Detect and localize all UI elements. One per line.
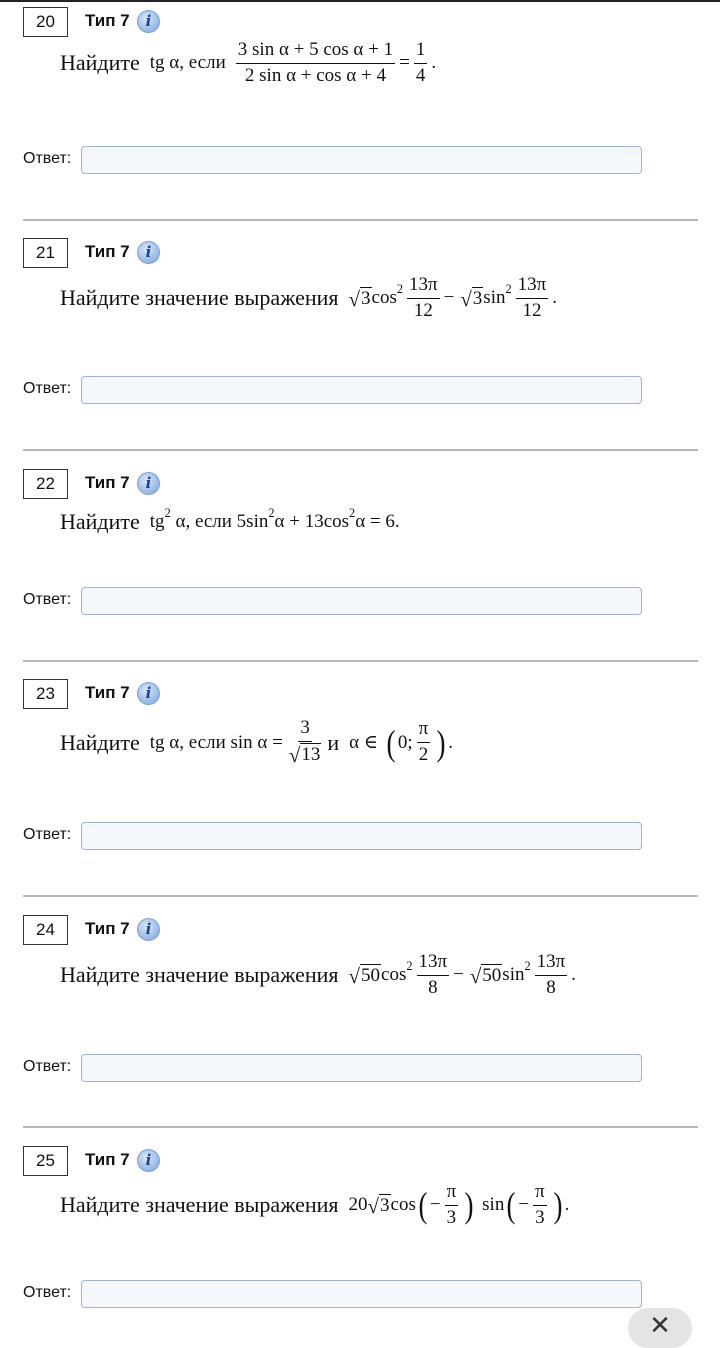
question-text [60, 274, 557, 323]
task-type: Тип 7 [85, 473, 130, 492]
answer-label: Ответ: [23, 1284, 72, 1301]
task-type: Тип 7 [85, 11, 130, 30]
answer-label: Ответ: [23, 380, 72, 397]
info-icon[interactable]: i [137, 10, 160, 33]
task-type: Тип 7 [85, 242, 130, 261]
formula: √ 50 $\cos^2$ $\frac{13\pi}{8}$ − √ 50 $\sin^2$ $\frac{13\pi}{8}$ . [348, 951, 576, 998]
task-number: 21 [23, 238, 68, 268]
question-lead: Найдите [60, 729, 140, 755]
answer-label: Ответ: [23, 1058, 72, 1075]
task-number: 24 [23, 915, 68, 945]
answer-label: Ответ: [23, 150, 72, 167]
info-icon[interactable]: i [137, 472, 160, 495]
task-number: 25 [23, 1146, 68, 1176]
formula: √ 3 $\cos^2$ $\frac{13\pi}{12}$ − √ 3 $\sin^2$ $\frac{13\pi}{12}$ . [348, 274, 557, 321]
question-lead: Найдите [60, 50, 140, 76]
question-text [60, 951, 576, 1000]
separator [23, 449, 698, 451]
answer-input[interactable] [81, 1280, 642, 1308]
info-icon[interactable]: i [137, 1149, 160, 1172]
formula: tg α, если $\frac{\text{3 sin α + 5 cos α + 1}}{\text{2 sin α + cos α + 4}}$ = $\frac{1}{4}$ . [149, 39, 437, 86]
question-text [60, 717, 453, 769]
question-lead: Найдите [60, 509, 140, 534]
answer-input[interactable] [81, 376, 642, 404]
question-lead: Найдите значение выражения [60, 1192, 339, 1218]
answer-label: Ответ: [23, 591, 72, 608]
formula: $tg^2$ α, если $5\sin^2\alpha + 13\cos^2\alpha = 6$. [149, 506, 400, 532]
question-lead: Найдите значение выражения [60, 962, 339, 988]
question-text [60, 1181, 569, 1230]
info-icon[interactable]: i [137, 682, 160, 705]
task-number: 23 [23, 679, 68, 709]
answer-input[interactable] [81, 1054, 642, 1082]
formula: tg α, если sin α = 3 √ 13 и α ∈ ( 0; $\frac{\pi}{2}$ ) . [149, 717, 454, 767]
top-border [0, 0, 720, 2]
separator [23, 660, 698, 662]
formula: 20 √ 3 cos ( − $\frac{\pi}{3}$ ) sin ( − $\frac{\pi}{3}$ ) . [348, 1181, 570, 1228]
task-number: 22 [23, 469, 68, 499]
task-type: Тип 7 [85, 919, 130, 938]
close-icon[interactable]: ✕ [628, 1308, 692, 1348]
task-type: Тип 7 [85, 683, 130, 702]
answer-input[interactable] [81, 822, 642, 850]
info-icon[interactable]: i [137, 241, 160, 264]
answer-input[interactable] [81, 146, 642, 174]
separator [23, 895, 698, 897]
answer-input[interactable] [81, 587, 642, 615]
question-text [60, 506, 400, 535]
task-number: 20 [23, 7, 68, 37]
question-text [60, 39, 436, 88]
task-type: Тип 7 [85, 1150, 130, 1169]
separator [23, 1126, 698, 1128]
separator [23, 219, 698, 221]
info-icon[interactable]: i [137, 918, 160, 941]
answer-label: Ответ: [23, 826, 72, 843]
question-lead: Найдите значение выражения [60, 285, 339, 311]
